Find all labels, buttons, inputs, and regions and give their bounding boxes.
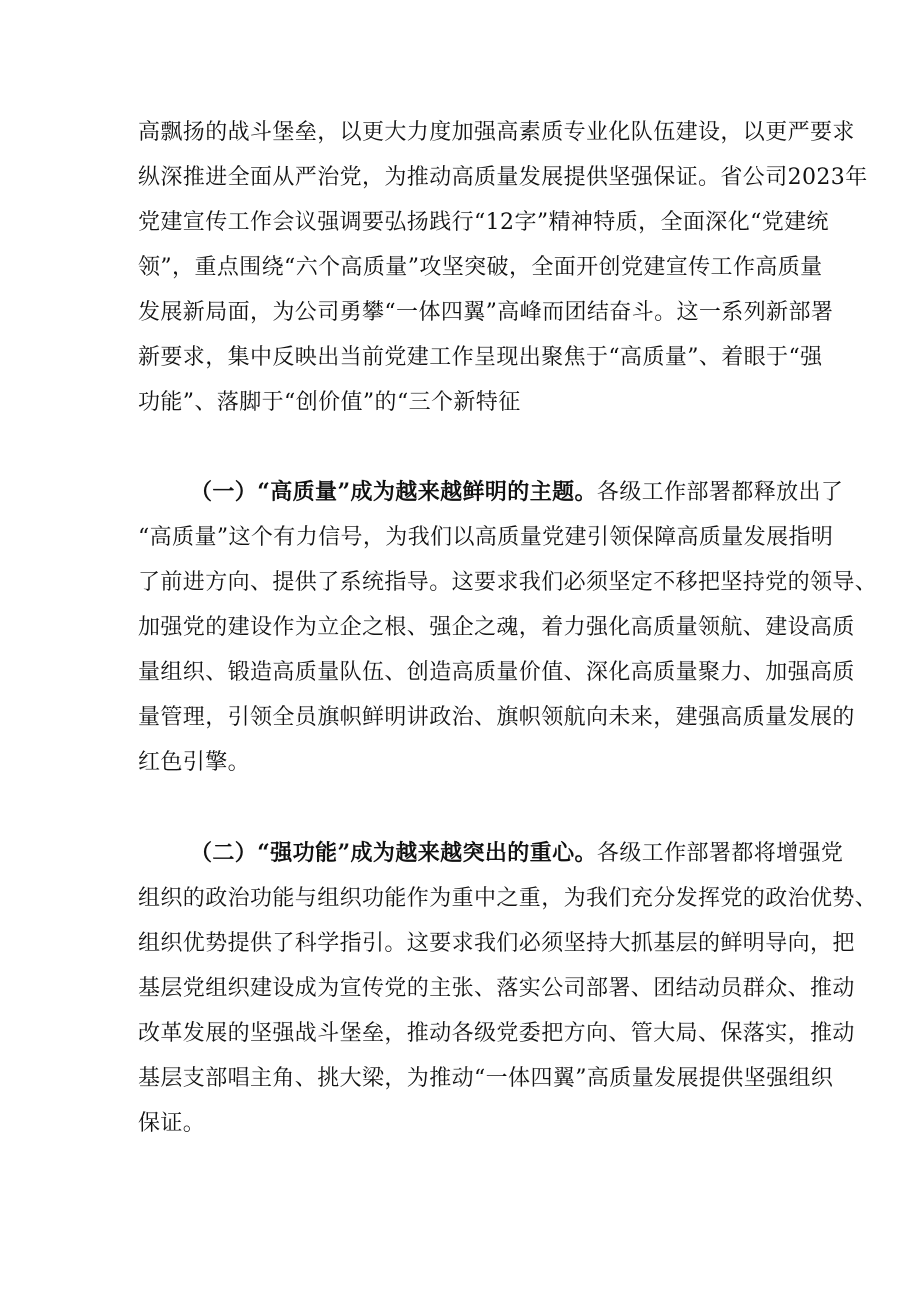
text-line: 基层支部唱主角、挑大梁，为推动“一体四翼”高质量发展提供坚强组织 [138, 1066, 834, 1091]
section-heading: （一）“高质量”成为越来越鲜明的主题。 [190, 479, 597, 505]
text-line: 量组织、锻造高质量队伍、创造高质量价值、深化高质量聚力、加强高质 [138, 660, 855, 685]
text-line: 发展新局面，为公司勇攀“一体四翼”高峰而团结奋斗。这一系列新部署 [138, 300, 834, 325]
text-line: 保证。 [138, 1111, 206, 1136]
paragraph-strong-function [138, 831, 878, 1146]
text-line: 组织优势提供了科学指引。这要求我们必须坚持大抓基层的鲜明导向，把 [138, 931, 855, 956]
text-line: 功能”、落脚于“创价值”的“三个新特征 [138, 390, 521, 415]
paragraph-intro [138, 110, 868, 425]
text-line: 改革发展的坚强战斗堡垒，推动各级党委把方向、管大局、保落实，推动 [138, 1021, 855, 1046]
text-line: 了前进方向、提供了系统指导。这要求我们必须坚定不移把坚持党的领导、 [138, 570, 878, 595]
text-line: 基层党组织建设成为宣传党的主张、落实公司部署、团结动员群众、推动 [138, 976, 855, 1001]
text-line: 领”，重点围绕“六个高质量”攻坚突破，全面开创党建宣传工作高质量 [138, 255, 823, 280]
text-line: 党建宣传工作会议强调要弘扬践行“12字”精神特质，全面深化“党建统 [138, 210, 829, 235]
text-line: 量管理，引领全员旗帜鲜明讲政治、旗帜领航向未来，建强高质量发展的 [138, 705, 855, 730]
paragraph-high-quality [138, 470, 878, 785]
text-line-first [138, 470, 844, 515]
text-line: 组织的政治功能与组织功能作为重中之重，为我们充分发挥党的政治优势、 [138, 886, 878, 911]
text-line: 红色引擎。 [138, 750, 251, 775]
text-line: 高飘扬的战斗堡垒，以更大力度加强高素质专业化队伍建设，以更严要求 [138, 120, 855, 145]
heading-continuation: 各级工作部署都将增强党 [596, 841, 844, 866]
text-line: 新要求，集中反映出当前党建工作呈现出聚焦于“高质量”、着眼于“强 [138, 345, 823, 370]
text-line: 加强党的建设作为立企之根、强企之魂，着力强化高质量领航、建设高质 [138, 615, 855, 640]
section-heading: （二）“强功能”成为越来越突出的重心。 [190, 840, 597, 866]
heading-continuation: 各级工作部署都释放出了 [596, 480, 844, 505]
text-line-first [138, 831, 844, 876]
text-line: 纵深推进全面从严治党，为推动高质量发展提供坚强保证。省公司2023年 [138, 165, 868, 190]
text-line: “高质量”这个有力信号，为我们以高质量党建引领保障高质量发展指明 [138, 525, 834, 550]
